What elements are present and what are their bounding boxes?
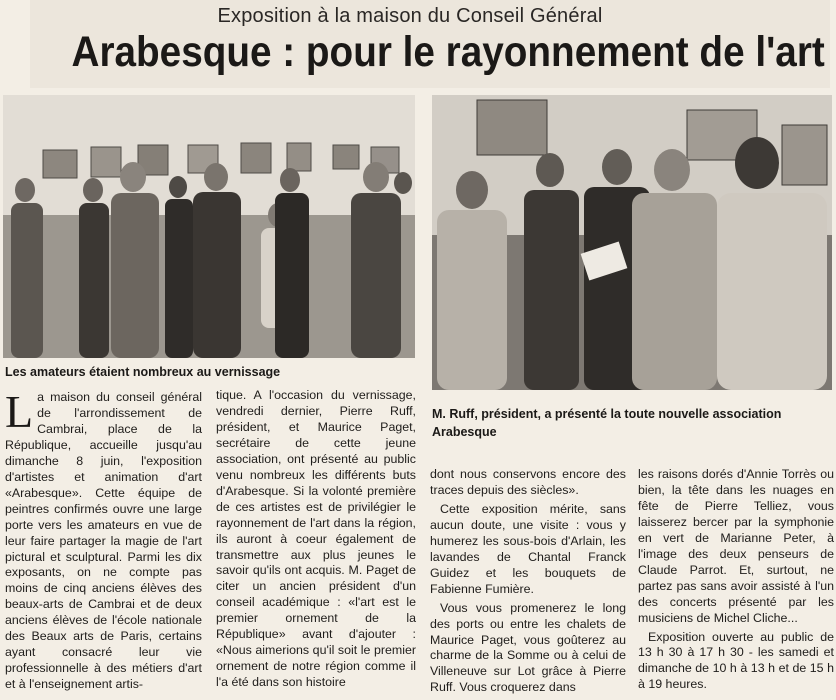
article-kicker: Exposition à la maison du Conseil Général [217,5,603,27]
article-paragraph: dont nous conservons encore des traces depuis des siècles». [430,467,626,497]
article-paragraph: tique. A l'occasion du vernissage, vendredi dernier, Pierre Ruff, président, et Maurice Paget, secrétaire de cette jeune association, ont présenté au public venu nombreux les différents buts d'Arabesque. Si la volonté première de ces artistes est de privilégier le rayonnement de l'art dans la région, ils auront à coeur également de transmettre aux plus jeunes le savoir qu'ils ont acquis. M. Paget de citer un ancien président d'un conseil académique : «l'art est le premier ornement de la République» avant d'ajouter : «Nous aimerions qu'il soit le premier ornement de notre région comme il l'a été dans son histoire [216,388,416,690]
article-paragraph: Exposition ouverte au public de 13 h 30 à 17 h 30 - les samedi et dimanche de 10 h à 13 h et de 15 h à 19 heures. [638,629,834,692]
article-paragraph: Cette exposition mérite, sans aucun doute, une visite : vous y humerez les sous-bois d'Arlain, les lavandes de Chantal Franck Guidez et les bouquets de Fabienne Fumière. [430,501,626,596]
article-paragraph: les raisons dorés d'Annie Torrès ou bien, la tête dans les nuages en fête de Pierre Telliez, vous laisserez bercer par la symphonie en vert de Marianne Peter, à l'image des deux penseurs de Claude Parrot. Et, surtout, ne partez pas sans avoir assisté à l'un des concerts présenté par les musiciens de Michel Cliche... [638,467,834,625]
article-column-1 [5,386,202,693]
photo-president-illustration [432,95,832,390]
article-column-3 [430,467,626,696]
photo-crowd-vernissage [3,95,415,358]
article-headline: Arabesque : pour le rayonnement de l'art [71,28,825,76]
photo-crowd-illustration [3,95,415,358]
photo-caption-left: Les amateurs étaient nombreux au vernissage [5,365,281,379]
photo-president-presentation [432,95,832,390]
article-column-4 [638,467,834,693]
article-paragraph: Vous vous promenerez le long des ports ou entre les chalets de Maurice Paget, vous goûterez au charme de la Somme ou à celui de Villeneuve sur Lot grâce à Pierre Ruff. Vous croquerez dans [430,600,626,695]
article-column-2 [216,388,416,691]
article-paragraph: a maison du conseil général de l'arrondissement de Cambrai, place de la République, accueille jusqu'au dimanche 8 juin, l'exposition d'artistes et animation d'art «Arabesque». Cette équipe de peintres confirmés ouvre une large porte vers les amateurs en vue de leur faire partager la magie de l'art pictural et sculptural. Parmi les dix exposants, on ne compte pas moins de cinq anciens élèves des beaux-arts de Cambrai et de deux anciens élèves de l'école nationale des Beaux arts de Paris, certains ayant consacré leur vie professionnelle à des métiers d'art et à l'enseignement artis- [5,390,202,692]
photo-caption-right: M. Ruff, président, a présenté la toute nouvelle association Arabesque [432,407,782,439]
dropcap-letter: L [5,386,34,437]
